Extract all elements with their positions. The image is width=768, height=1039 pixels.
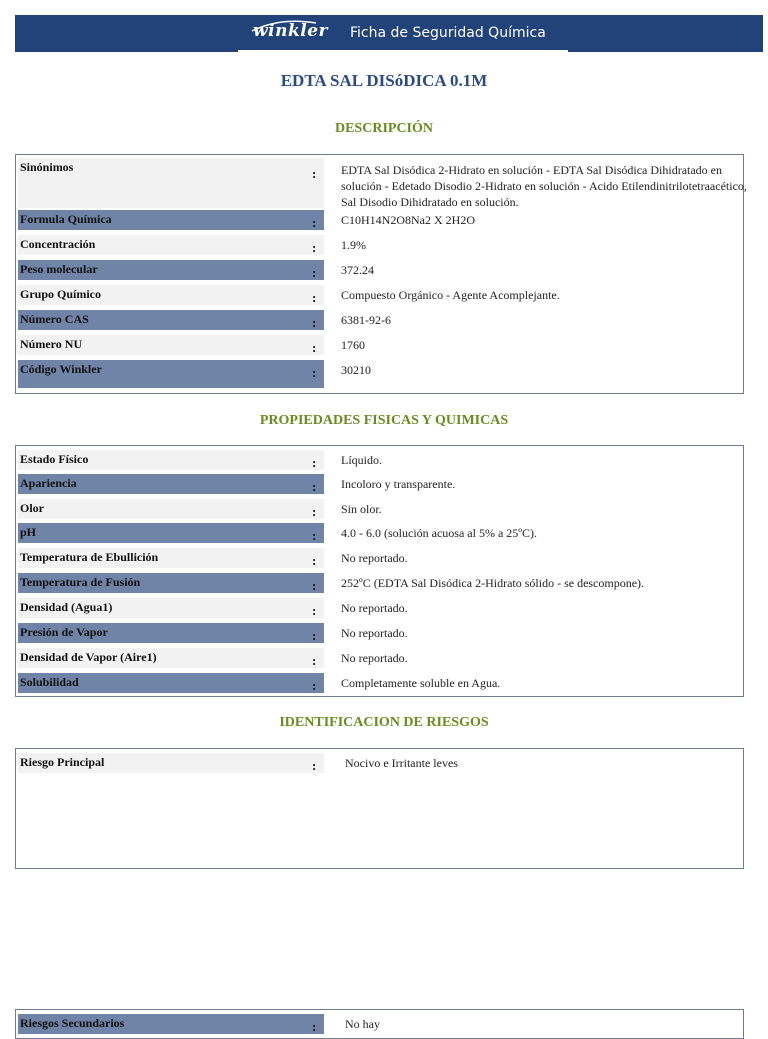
row-value: Compuesto Orgánico - Agente Acomplejante. <box>341 288 560 302</box>
riesgos-secundarios-box <box>15 1009 744 1039</box>
row-label: Olor <box>18 499 324 519</box>
row-value: 252ºC (EDTA Sal Disódica 2-Hidrato sólido - se descompone). <box>341 576 645 590</box>
row-colon: : <box>312 678 317 693</box>
row-colon: : <box>312 479 317 494</box>
row-label: pH <box>18 523 324 543</box>
row-value: No reportado. <box>341 601 408 615</box>
row-colon: : <box>312 758 317 773</box>
section-title-descripcion: DESCRIPCIÓN <box>334 121 433 136</box>
winkler-logo: winkler <box>253 21 328 41</box>
row-value: No reportado. <box>341 651 408 665</box>
row-colon: : <box>312 504 317 519</box>
row-value: Sin olor. <box>341 502 382 516</box>
row-label: Riesgo Principal <box>18 753 324 773</box>
row-value: C10H14N2O8Na2 X 2H2O <box>341 213 475 227</box>
row-value: No reportado. <box>341 551 408 565</box>
row-label: Número NU <box>18 335 324 355</box>
section-title-propiedades: PROPIEDADES FISICAS Y QUIMICAS <box>259 413 509 428</box>
row-colon: : <box>312 455 317 470</box>
row-apariencia <box>16 474 743 496</box>
row-formula <box>16 210 743 232</box>
row-value: Incoloro y transparente. <box>341 477 456 491</box>
row-value: 6381-92-6 <box>341 313 391 327</box>
row-colon: : <box>312 315 317 330</box>
row-label: Presión de Vapor <box>18 623 324 643</box>
row-label: Densidad (Agua1) <box>18 598 324 618</box>
riesgos-box <box>15 748 744 869</box>
row-colon: : <box>312 240 317 255</box>
row-colon: : <box>312 290 317 305</box>
row-label: Grupo Químico <box>18 285 324 305</box>
row-colon: : <box>312 628 317 643</box>
row-label: Temperatura de Ebullición <box>18 548 324 568</box>
row-label: Peso molecular <box>18 260 324 280</box>
row-value: 1.9% <box>341 238 366 252</box>
row-label: Estado Físico <box>18 450 324 470</box>
row-value: 30210 <box>341 363 371 377</box>
row-riesgos-secundarios <box>16 1014 743 1036</box>
row-colon: : <box>312 215 317 230</box>
header-title: Ficha de Seguridad Química <box>350 25 546 41</box>
row-colon: : <box>312 603 317 618</box>
row-label: Densidad de Vapor (Aire1) <box>18 648 324 668</box>
row-ebullicion <box>16 548 743 570</box>
row-value: 372.24 <box>341 263 374 277</box>
descripcion-box <box>15 154 747 394</box>
row-solubilidad <box>16 673 743 695</box>
section-title-riesgos: IDENTIFICACION DE RIESGOS <box>279 715 489 730</box>
row-label: Riesgos Secundarios <box>18 1014 324 1034</box>
row-colon: : <box>312 365 317 380</box>
row-fusion <box>16 573 743 595</box>
row-presion <box>16 623 743 645</box>
row-value: No reportado. <box>341 626 408 640</box>
row-ph <box>16 523 743 545</box>
row-label: Concentración <box>18 235 324 255</box>
row-concentracion <box>16 235 743 257</box>
row-colon: : <box>312 1019 317 1034</box>
row-value: EDTA Sal Disódica 2-Hidrato en solución - EDTA Sal Disódica Dihidratado en solución - Edetado Disodio 2-Hidrato en solución - Acido Etilendinitrilotetraacético, Sal Disodio Dihidratado en solución. <box>341 163 747 209</box>
row-colon: : <box>312 553 317 568</box>
row-label: Apariencia <box>18 474 324 494</box>
document-title: EDTA SAL DISóDICA 0.1M <box>280 71 488 90</box>
row-label: Número CAS <box>18 310 324 330</box>
row-peso <box>16 260 743 282</box>
row-value: Completamente soluble en Agua. <box>341 676 501 690</box>
row-value: No hay <box>345 1017 380 1031</box>
row-value: Nocivo e Irritante leves <box>345 756 458 770</box>
row-value: 1760 <box>341 338 365 352</box>
row-densidad-vapor <box>16 648 743 670</box>
header-banner <box>238 15 568 52</box>
row-sinonimos <box>16 158 747 210</box>
row-label: Formula Química <box>18 210 324 230</box>
row-colon: : <box>312 166 317 181</box>
row-label: Solubilidad <box>18 673 324 693</box>
row-colon: : <box>312 653 317 668</box>
row-codigo <box>16 360 743 390</box>
row-value: 4.0 - 6.0 (solución acuosa al 5% a 25ºC). <box>341 526 538 540</box>
row-riesgo-principal <box>16 753 743 775</box>
row-value: Líquido. <box>341 453 382 467</box>
row-colon: : <box>312 340 317 355</box>
row-densidad <box>16 598 743 620</box>
row-grupo <box>16 285 743 307</box>
row-cas <box>16 310 743 332</box>
page-header <box>15 15 763 52</box>
row-colon: : <box>312 528 317 543</box>
row-label: Código Winkler <box>18 360 324 388</box>
row-colon: : <box>312 265 317 280</box>
row-nu <box>16 335 743 357</box>
row-label: Temperatura de Fusión <box>18 573 324 593</box>
row-olor <box>16 499 743 521</box>
row-label: Sinónimos <box>18 158 324 208</box>
row-colon: : <box>312 578 317 593</box>
row-estado <box>16 450 743 472</box>
propiedades-box <box>15 445 744 697</box>
